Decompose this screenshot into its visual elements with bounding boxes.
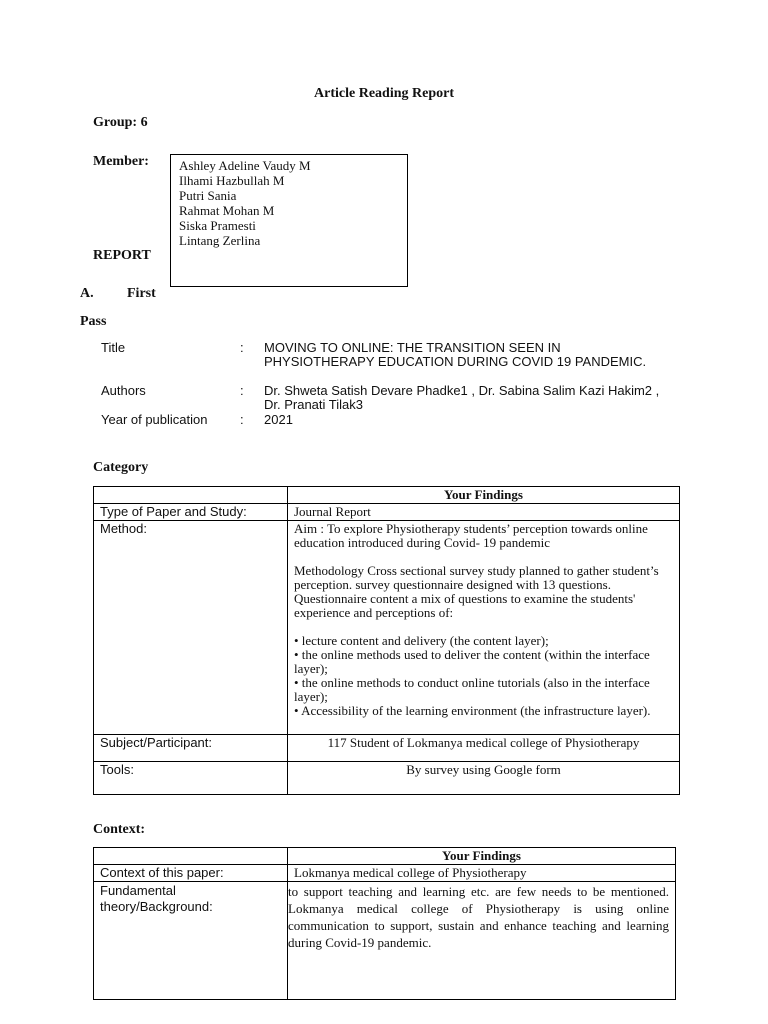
type-label: Type of Paper and Study: [94,504,288,521]
meta-title-label: Title [101,340,126,355]
meta-year-value: 2021 [264,412,293,427]
context-value: Lokmanya medical college of Physiotherapy [288,865,676,882]
table-cell [94,487,288,504]
meta-authors-label: Authors [101,383,146,398]
method-methodology: Methodology Cross sectional survey study planned to gather student’s perception. survey questionnaire designed with 13 questions. Questionnaire content a mix of questions to examine the students' experience and perceptions of: [294,563,659,620]
member-label: Member: [93,154,149,169]
meta-year-row [0,413,768,429]
method-bullet: • Accessibility of the learning environment (the infrastructure layer). [294,703,651,718]
meta-colon: : [240,412,244,427]
report-label: REPORT [93,248,151,263]
meta-colon: : [240,383,244,398]
meta-title-row [0,341,768,381]
subject-value: 117 Student of Lokmanya medical college of Physiotherapy [288,735,680,762]
findings-header: Your Findings [288,848,676,865]
meta-title-value: MOVING TO ONLINE: THE TRANSITION SEEN IN PHYSIOTHERAPY EDUCATION DURING COVID 19 PANDEMIC. [264,340,647,369]
category-heading: Category [93,460,149,475]
table-row [94,487,680,504]
context-label: Context of this paper: [94,865,288,882]
type-value: Journal Report [288,504,680,521]
meta-colon: : [240,340,244,355]
meta-authors-row [0,384,768,414]
member-name: Rahmat Mohan M [179,203,275,218]
table-row [94,762,680,795]
fundamental-label: Fundamental theory/Background: [94,882,288,1000]
method-value [288,521,680,735]
method-bullet: • lecture content and delivery (the content layer); [294,633,549,648]
category-table [93,486,680,795]
table-row [94,865,676,882]
method-label: Method: [94,521,288,735]
context-heading: Context: [93,822,146,837]
method-bullet: • the online methods used to deliver the content (within the interface layer); [294,647,650,676]
subject-label: Subject/Participant: [94,735,288,762]
table-row [94,735,680,762]
table-row [94,504,680,521]
table-row [94,521,680,735]
member-name: Ashley Adeline Vaudy M [179,158,311,173]
section-a-number: A. [80,286,94,301]
tools-value: By survey using Google form [288,762,680,795]
member-box [170,154,408,287]
document-title: Article Reading Report [314,86,454,101]
section-a-title-cont: Pass [80,314,107,329]
method-bullet: • the online methods to conduct online tutorials (also in the interface layer); [294,675,650,704]
member-name: Putri Sania [179,188,237,203]
member-name: Siska Pramesti [179,218,256,233]
context-table [93,847,676,1000]
section-a-title: First [127,286,156,301]
meta-year-label: Year of publication [101,412,208,427]
fundamental-value: to support teaching and learning etc. are few needs to be mentioned. Lokmanya medical college of Physiotherapy is using online communication to support, sustain and enhance teaching and learning during Covid-19 pandemic. [288,882,676,1000]
table-row [94,882,676,1000]
method-aim: Aim : To explore Physiotherapy students’ perception towards online education introduced during Covid- 19 pandemic [294,521,648,550]
findings-header: Your Findings [288,487,680,504]
tools-label: Tools: [94,762,288,795]
table-row [94,848,676,865]
group-label: Group: 6 [93,115,148,130]
member-name: Lintang Zerlina [179,233,261,248]
table-cell [94,848,288,865]
member-name: Ilhami Hazbullah M [179,173,285,188]
meta-authors-value: Dr. Shweta Satish Devare Phadke1 , Dr. Sabina Salim Kazi Hakim2 , Dr. Pranati Tilak3 [264,383,660,412]
